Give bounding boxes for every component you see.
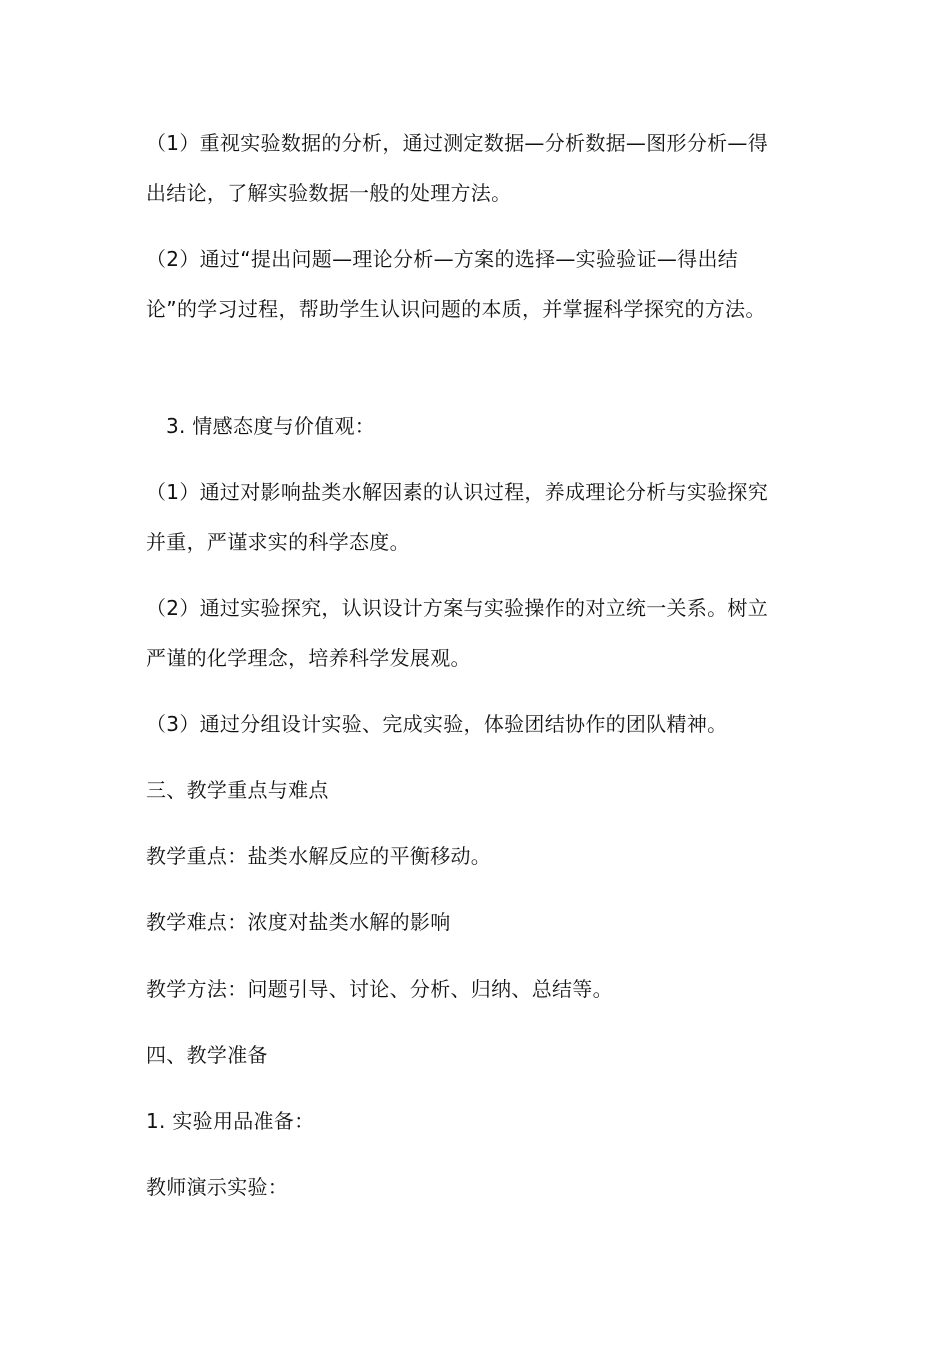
paragraph-teaching-focus: 教学重点：盐类水解反应的平衡移动。 [146, 844, 492, 868]
paragraph-teaching-method: 教学方法：问题引导、讨论、分析、归纳、总结等。 [146, 977, 613, 1001]
heading-lab-supplies: 1. 实验用品准备： [146, 1109, 315, 1133]
paragraph-experiment-design: （2）通过实验探究，认识设计方案与实验操作的对立统一关系。树立严谨的化学理念，培养科学发展观。 [146, 596, 769, 670]
heading-teacher-demo: 教师演示实验： [146, 1175, 289, 1199]
paragraph-teamwork: （3）通过分组设计实验、完成实验，体验团结协作的团队精神。 [146, 712, 728, 736]
section-heading-key-points: 三、教学重点与难点 [146, 778, 329, 802]
paragraph-inquiry-process: （2）通过“提出问题—理论分析—方案的选择—实验验证—得出结论”的学习过程，帮助学生认识问题的本质，并掌握科学探究的方法。 [146, 247, 766, 321]
section-heading-preparation: 四、教学准备 [146, 1043, 268, 1067]
paragraph-teaching-difficulty: 教学难点：浓度对盐类水解的影响 [146, 910, 451, 934]
heading-emotion-attitude: 3. 情感态度与价值观： [166, 414, 376, 438]
paragraph-scientific-attitude: （1）通过对影响盐类水解因素的认识过程，养成理论分析与实验探究并重，严谨求实的科学态度。 [146, 480, 769, 554]
paragraph-data-analysis: （1）重视实验数据的分析，通过测定数据—分析数据—图形分析—得出结论，了解实验数据一般的处理方法。 [146, 131, 769, 205]
